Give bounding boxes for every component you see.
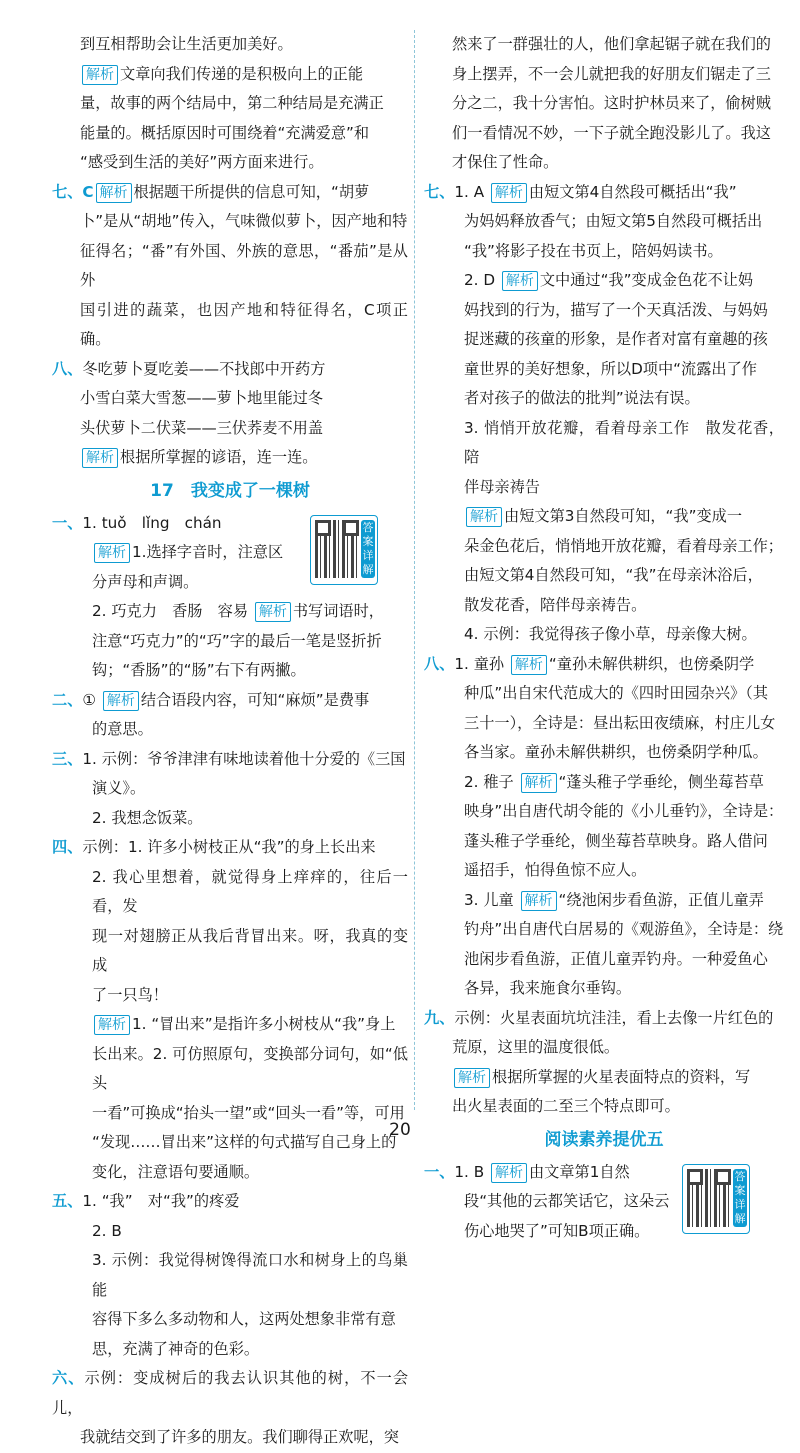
text-line: 伴母亲祷告: [464, 477, 540, 496]
question-number: 四、: [52, 838, 83, 856]
text-line: 由短文第4自然段可概括出“我”: [528, 182, 737, 201]
text-line: 我就结交到了许多的朋友。我们聊得正欢呢，突: [80, 1428, 399, 1446]
text-line: 们一看情况不妙，一下子就全跑没影儿了。我这: [452, 123, 771, 142]
text-line: 演义》。: [92, 779, 146, 797]
text-line: 分之二，我十分害怕。这时护林员来了，偷树贼: [452, 94, 771, 112]
text-line: 钩；“香肠”的“肠”右下有两撇。: [92, 661, 306, 679]
text-line: 荒原，这里的温度很低。: [452, 1038, 620, 1056]
question-number: 七、C: [52, 182, 94, 201]
text-line: 能量的。概括原因时可围绕着“充满爱意”和: [80, 123, 370, 142]
text-line: 身上摆弄，不一会儿就把我的好朋友们锯走了三: [452, 64, 771, 83]
text-line: 才保住了性命。: [452, 153, 559, 171]
text-line: “绕池闲步看鱼游，正值儿童弄: [558, 890, 764, 909]
text-line: 各当家。童孙未解供耕织，也傍桑阴学种瓜。: [464, 743, 768, 761]
text-line: “蓬头稚子学垂纶，侧坐莓苔草: [558, 772, 764, 791]
column-divider: [414, 30, 415, 1110]
text-line: ①: [82, 690, 96, 709]
text-line: 根据题干所提供的信息可知，“胡萝: [133, 182, 370, 201]
text-line: 3. 示例：我觉得树馋得流口水和树身上的鸟巢能: [92, 1251, 408, 1299]
question-number: 一、: [52, 513, 83, 532]
text-line: 结合语段内容，可知“麻烦”是费事: [140, 690, 370, 709]
question-number: 五、: [52, 1192, 83, 1210]
text-line: 钓舟”出自唐代白居易的《观游鱼》，全诗是：绕: [464, 920, 784, 938]
text-line: 征得名；“番”有外国、外族的意思，“番茄”是从外: [80, 241, 408, 289]
analysis-tag: 解析: [491, 183, 527, 203]
text-line: 为妈妈释放香气；由短文第5自然段可概括出: [464, 212, 763, 230]
analysis-tag: 解析: [466, 507, 502, 527]
qr-code[interactable]: [310, 515, 378, 585]
text-line: “感受到生活的美好”两方面来进行。: [80, 153, 324, 171]
text-line: 现一对翅膀正从我后背冒出来。呀，我真的变成: [92, 926, 408, 974]
text-line: 伤心地哭了”可知B项正确。: [464, 1221, 650, 1240]
text-line: 注意“巧克力”的“巧”字的最后一笔是竖折折: [92, 631, 382, 650]
qr-pattern: [315, 520, 359, 578]
question-number: 七、: [424, 182, 455, 201]
text-line: 冬吃萝卜夏吃姜——不找郎中开药方: [82, 359, 326, 378]
text-line: 池闲步看鱼游，正值儿童弄钓舟。一种爱鱼心: [464, 949, 768, 968]
text-line: 2. 我想念饭菜。: [92, 808, 203, 827]
qr-code[interactable]: [682, 1164, 750, 1234]
text-line: 者对孩子的做法的批判”说法有误。: [464, 389, 700, 407]
text-line: 1. A: [454, 182, 485, 201]
text-line: 4. 示例：我觉得孩子像小草，母亲像大树。: [464, 625, 757, 643]
analysis-tag: 解析: [502, 271, 538, 291]
question-number: 八、: [52, 359, 83, 378]
text-line: 量，故事的两个结局中，第二种结局是充满正: [80, 94, 384, 112]
text-line: 容得下多么多动物和人，这两处想象非常有意: [92, 1310, 396, 1328]
text-line: 根据所掌握的火星表面特点的资料，写: [492, 1067, 751, 1086]
question-number: 九、: [424, 1008, 455, 1027]
text-line: 妈找到的行为，描写了一个天真活泼、与妈妈: [464, 300, 768, 319]
analysis-tag: 解析: [82, 65, 118, 85]
question-number: 二、: [52, 690, 83, 709]
text-line: 三十一），全诗是：昼出耘田夜绩麻，村庄儿女: [464, 713, 776, 732]
text-line: 到互相帮助会让生活更加美好。: [80, 35, 293, 53]
left-column: [52, 30, 408, 1453]
text-line: 2. 稚子: [464, 772, 514, 791]
text-line: 长出来。2. 可仿照原句，变换部分词句，如“低头: [92, 1044, 408, 1092]
text-line: 然来了一群强壮的人，他们拿起锯子就在我们的: [452, 35, 771, 53]
text-line: 文章向我们传递的是积极向上的正能: [120, 64, 363, 83]
text-line: 2. B: [92, 1221, 122, 1240]
text-line: 头伏萝卜二伏菜——三伏荞麦不用盖: [80, 418, 323, 437]
text-line: 示例：火星表面坑坑洼洼，看上去像一片红色的: [454, 1008, 774, 1027]
text-line: 文中通过“我”变成金色花不让妈: [539, 271, 754, 289]
section-reading: [424, 1158, 784, 1247]
qr-pattern: [687, 1169, 731, 1227]
text-line: 散发花香，陪伴母亲祷告。: [464, 595, 647, 614]
text-line: 了一只鸟！: [92, 985, 168, 1004]
section-one: [52, 509, 408, 598]
qr-label: 答案详解: [362, 520, 374, 576]
text-line: 1. 示例：爷爷津津有味地读着他十分爱的《三国: [82, 749, 406, 768]
text-line: 捉迷藏的孩童的形象，是作者对富有童趣的孩: [464, 330, 768, 348]
text-line: 2. 巧克力 香肠 容易: [92, 602, 249, 620]
question-number: 六、: [52, 1369, 85, 1387]
analysis-tag: 解析: [491, 1163, 527, 1183]
text-line: 2. D: [464, 271, 496, 289]
text-line: 1.选择字音时，注意区: [132, 543, 284, 561]
text-line: “发现……冒出来”这样的句式描写自己身上的: [92, 1133, 397, 1151]
text-line: 各异，我来施食尔垂钩。: [464, 979, 632, 997]
text-line: 示例：1. 许多小树枝正从“我”的身上长出来: [82, 838, 376, 856]
text-line: 3. 儿童: [464, 890, 514, 909]
page-number: 20: [389, 1120, 411, 1140]
text-line: 1. 童孙: [454, 654, 505, 673]
text-line: 国引进的蔬菜，也因产地和特征得名，C项正确。: [80, 300, 408, 348]
text-line: 由短文第4自然段可知，“我”在母亲沐浴后，: [464, 566, 763, 584]
text-line: 变化，注意语句要通顺。: [92, 1162, 260, 1181]
text-line: 由短文第3自然段可知，“我”变成一: [504, 507, 743, 525]
text-line: 1. tuǒ lǐng chán: [82, 513, 222, 532]
text-line: 小雪白菜大雪葱——萝卜地里能过冬: [80, 389, 323, 407]
text-line: 分声母和声调。: [92, 572, 199, 591]
question-number: 三、: [52, 749, 83, 768]
text-line: 根据所掌握的谚语，连一连。: [120, 448, 318, 466]
analysis-tag: 解析: [454, 1068, 490, 1088]
analysis-tag: 解析: [103, 691, 139, 711]
text-line: 1. “冒出来”是指许多小树枝从“我”身上: [132, 1015, 396, 1033]
section-title: 阅读素养提优五: [544, 1129, 664, 1150]
text-line: 1. “我” 对“我”的疼爱: [82, 1192, 240, 1210]
analysis-tag: 解析: [96, 183, 132, 203]
analysis-tag: 解析: [521, 891, 557, 911]
text-line: 种瓜”出自宋代范成大的《四时田园杂兴》（其: [464, 684, 769, 702]
text-line: “我”将影子投在书页上，陪妈妈读书。: [464, 241, 723, 260]
text-line: 由文章第1自然: [528, 1162, 630, 1181]
analysis-tag: 解析: [255, 602, 291, 622]
text-line: 示例：变成树后的我去认识其他的树，不一会儿，: [52, 1369, 409, 1417]
text-line: 思，充满了神奇的色彩。: [92, 1339, 260, 1358]
text-line: 2. 我心里想着，就觉得身上痒痒的，往后一看，发: [92, 867, 408, 915]
question-number: 一、: [424, 1162, 455, 1181]
text-line: 蓬头稚子学垂纶，侧坐莓苔草映身。路人借问: [464, 831, 768, 850]
lesson-title: 17 我变成了一棵树: [150, 480, 310, 501]
text-line: 的意思。: [92, 720, 153, 738]
analysis-tag: 解析: [94, 1015, 130, 1035]
analysis-tag: 解析: [521, 773, 557, 793]
analysis-tag: 解析: [82, 448, 118, 468]
text-line: 映身”出自唐代胡令能的《小儿垂钓》，全诗是：: [464, 802, 784, 820]
analysis-tag: 解析: [511, 655, 547, 675]
text-line: “童孙未解供耕织，也傍桑阴学: [548, 654, 755, 673]
text-line: 书写词语时，: [292, 602, 384, 620]
right-column: [424, 30, 784, 1246]
question-number: 八、: [424, 654, 455, 673]
text-line: 段“其他的云都笑话它，这朵云: [464, 1192, 670, 1210]
text-line: 3. 悄悄开放花瓣，看着母亲工作 散发花香，陪: [464, 418, 784, 466]
text-line: 卜”是从“胡地”传入，气味微似萝卜，因产地和特: [80, 212, 408, 230]
text-line: 一看”可换成“抬头一望”或“回头一看”等，可用: [92, 1103, 405, 1122]
text-line: 童世界的美好想象，所以D项中“流露出了作: [464, 359, 757, 378]
text-line: 1. B: [454, 1162, 485, 1181]
analysis-tag: 解析: [94, 543, 130, 563]
text-line: 遥招手，怕得鱼惊不应人。: [464, 861, 647, 879]
text-line: 出火星表面的二至三个特点即可。: [452, 1097, 680, 1115]
text-line: 朵金色花后，悄悄地开放花瓣，看着母亲工作；: [464, 536, 783, 555]
qr-label: 答案详解: [734, 1169, 746, 1225]
